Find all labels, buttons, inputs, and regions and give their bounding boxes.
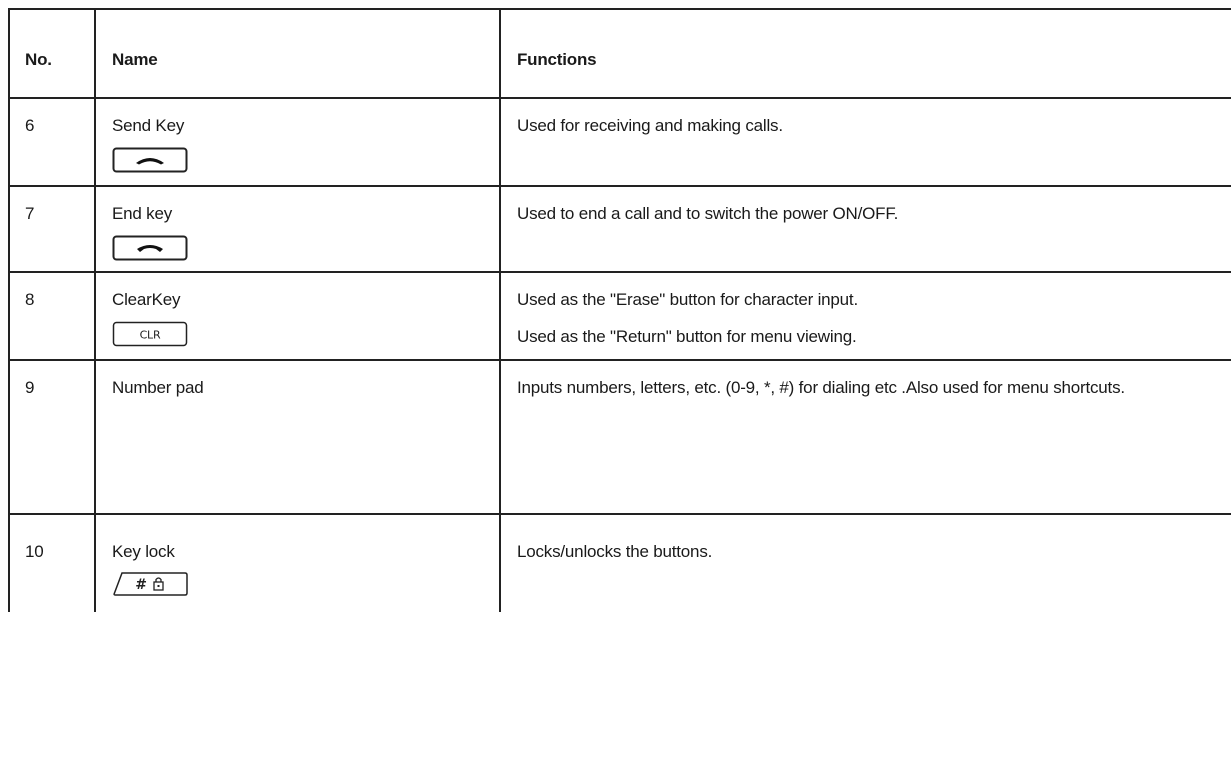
row-functions: Locks/unlocks the buttons. — [500, 514, 1231, 612]
key-functions-table — [8, 8, 1231, 612]
table-row — [9, 360, 1231, 514]
table-row — [9, 514, 1231, 612]
row-functions: Used for receiving and making calls. — [500, 98, 1231, 186]
row-number: 8 — [9, 272, 95, 360]
header-no: No. — [9, 9, 95, 98]
row-number: 10 — [9, 514, 95, 612]
row-name: End key — [95, 186, 500, 272]
function-line: Used as the "Return" button for menu viewing. — [517, 327, 857, 346]
header-name: Name — [95, 9, 500, 98]
function-line: Used as the "Erase" button for character input. — [517, 290, 858, 309]
key-lock-icon — [112, 571, 188, 597]
row-name: Number pad — [95, 360, 500, 514]
row-name: Send Key — [95, 98, 500, 186]
row-name: ClearKey CLR — [95, 272, 500, 360]
row-number: 6 — [9, 98, 95, 186]
row-functions: Used to end a call and to switch the power ON/OFF. — [500, 186, 1231, 272]
row-functions — [500, 272, 1231, 360]
row-name: Key lock # — [95, 514, 500, 612]
row-number: 7 — [9, 186, 95, 272]
svg-text:CLR: CLR — [139, 328, 161, 342]
svg-text:#: # — [135, 577, 147, 593]
table-row — [9, 272, 1231, 360]
table-header-row — [9, 9, 1231, 98]
table-row — [9, 98, 1231, 186]
table-row — [9, 186, 1231, 272]
header-functions: Functions — [500, 9, 1231, 98]
clear-key-icon — [112, 321, 188, 347]
end-key-icon — [112, 235, 188, 261]
row-number: 9 — [9, 360, 95, 514]
send-key-icon — [112, 147, 188, 173]
row-functions: Inputs numbers, letters, etc. (0-9, *, #) for dialing etc .Also used for menu shortcuts. — [500, 360, 1231, 514]
